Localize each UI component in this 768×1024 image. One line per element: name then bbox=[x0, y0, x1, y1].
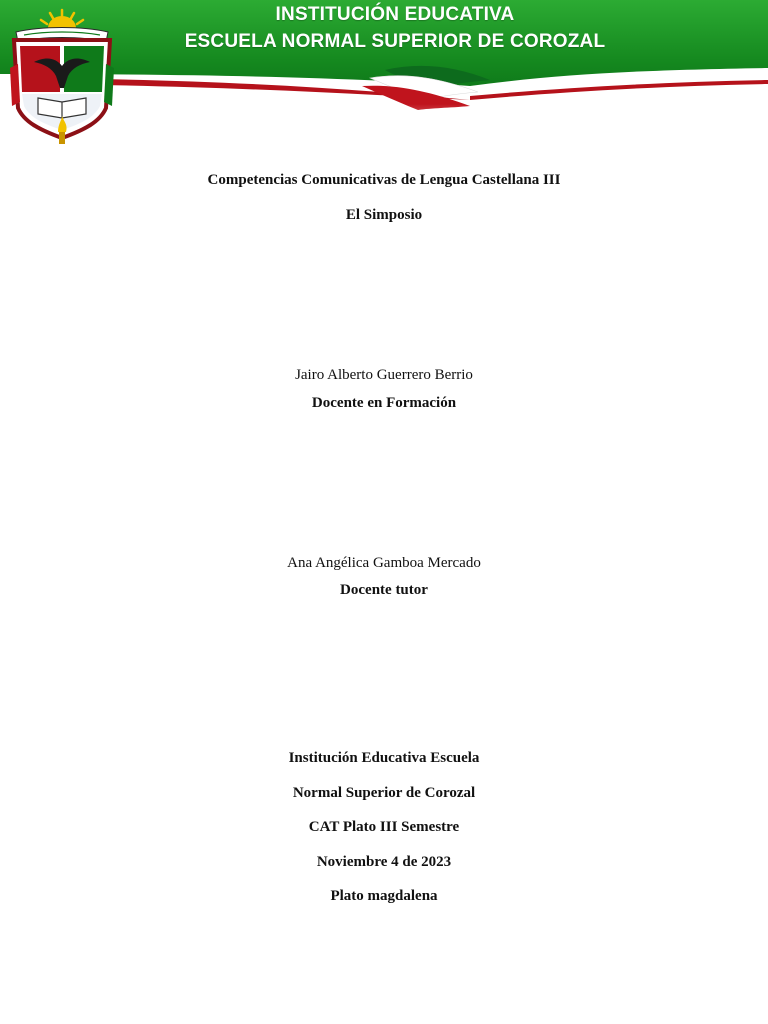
program-label: CAT Plato III Semestre bbox=[308, 819, 460, 835]
document-date: Noviembre 4 de 2023 bbox=[316, 854, 452, 870]
header-school-name: ESCUELA NORMAL SUPERIOR DE COROZAL bbox=[184, 31, 606, 52]
institution-line-2: Normal Superior de Corozal bbox=[292, 785, 476, 801]
school-crest-icon bbox=[2, 6, 122, 148]
document-location: Plato magdalena bbox=[330, 888, 438, 904]
header-banner bbox=[0, 0, 768, 150]
tutor-name: Ana Angélica Gamboa Mercado bbox=[287, 555, 481, 571]
institution-line-1: Institución Educativa Escuela bbox=[288, 750, 480, 766]
course-title: Competencias Comunicativas de Lengua Castellana III bbox=[207, 172, 561, 188]
student-name: Jairo Alberto Guerrero Berrio bbox=[295, 367, 473, 383]
tutor-role: Docente tutor bbox=[340, 582, 428, 598]
student-role: Docente en Formación bbox=[311, 395, 457, 411]
header-institution-type: INSTITUCIÓN EDUCATIVA bbox=[275, 4, 515, 25]
document-topic: El Simposio bbox=[345, 207, 423, 223]
